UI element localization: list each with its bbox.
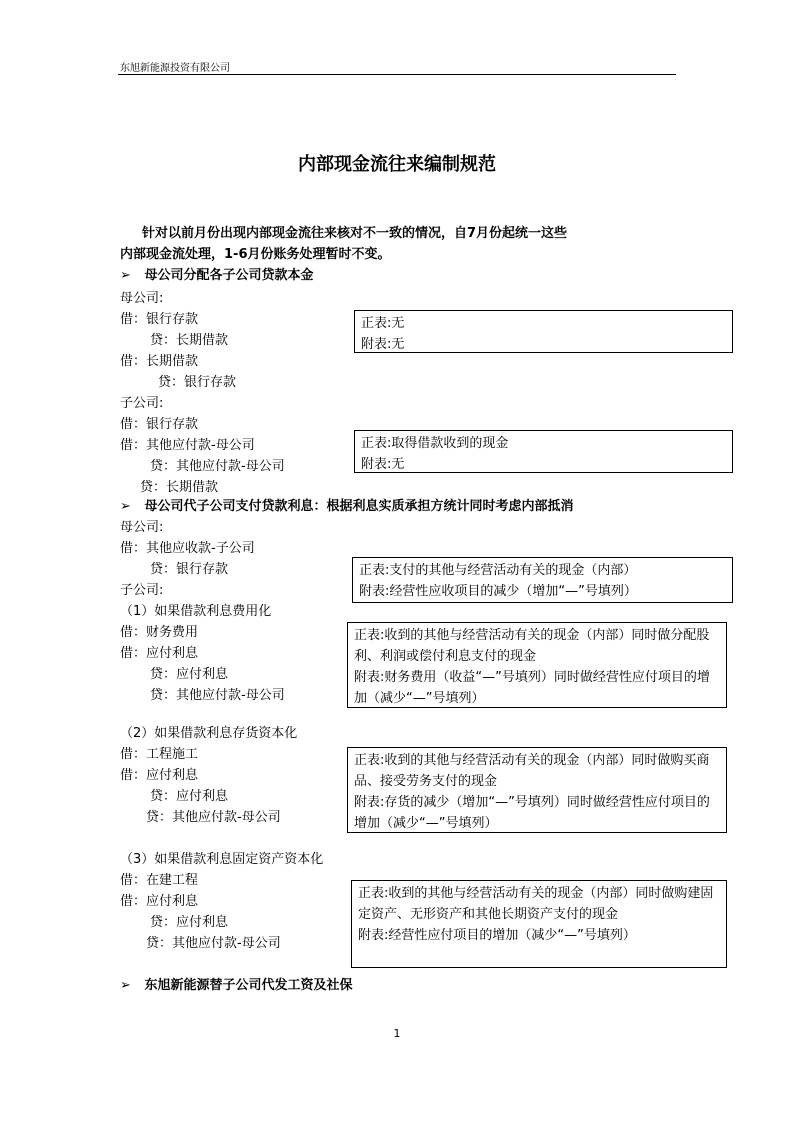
note-appendix: 附表:经营性应付项目的增加（减少“—”号填列） xyxy=(358,928,636,943)
entry-line: 借：银行存款 xyxy=(120,312,199,327)
bullet-icon: ➢ xyxy=(120,268,131,283)
entry-line: 贷：其他应付款-母公司 xyxy=(150,688,285,703)
entry-line: 借：应付利息 xyxy=(120,768,199,783)
note-appendix: 附表:存货的减少（增加“—”号填列）同时做经营性应付项目的增加（减少“—”号填列） xyxy=(354,795,710,831)
section-heading-text: 母公司代子公司支付贷款利息：根据利息实质承担方统计同时考虑内部抵消 xyxy=(144,499,574,514)
section-heading-text: 母公司分配各子公司贷款本金 xyxy=(144,268,314,283)
entry-line: 借：其他应付款-母公司 xyxy=(120,438,255,453)
intro-line-2: 内部现金流处理，1-6月份账务处理暂时不变。 xyxy=(120,247,391,262)
note-appendix: 附表:财务费用（收益“—”号填列）同时做经营性应付项目的增加（减少“—”号填列） xyxy=(354,670,710,706)
entry-line: 贷：其他应付款-母公司 xyxy=(146,810,281,825)
note-box-1 xyxy=(354,310,733,353)
note-box-6 xyxy=(351,880,727,968)
header-rule xyxy=(118,74,676,75)
note-main-table: 正表:收到的其他与经营活动有关的现金（内部）同时做购建固定资产、无形资产和其他长期资产支付的现金 xyxy=(358,886,714,922)
entry-line: 贷：应付利息 xyxy=(150,789,229,804)
entry-line: 母公司: xyxy=(120,520,164,535)
entry-line: 借：财务费用 xyxy=(120,625,199,640)
note-box-4 xyxy=(347,622,727,708)
entry-line: 借：银行存款 xyxy=(120,417,199,432)
entry-line: 贷：银行存款 xyxy=(150,562,229,577)
header-company: 东旭新能源投资有限公司 xyxy=(120,63,230,74)
section-1-heading xyxy=(120,264,314,283)
intro-line-1: 针对以前月份出现内部现金流往来核对不一致的情况，自7月份起统一这些 xyxy=(142,226,568,241)
bullet-icon: ➢ xyxy=(120,499,131,514)
note-main-table: 正表:支付的其他与经营活动有关的现金（内部） xyxy=(359,563,637,578)
section-3-heading xyxy=(120,974,353,993)
note-main-table: 正表:取得借款收到的现金 xyxy=(361,436,509,451)
page-title: 内部现金流往来编制规范 xyxy=(298,154,496,175)
entry-line: 借：在建工程 xyxy=(120,873,199,888)
note-box-5 xyxy=(347,747,727,833)
note-box-2 xyxy=(354,430,733,473)
note-main-table: 正表:收到的其他与经营活动有关的现金（内部）同时做分配股利、利润或偿付利息支付的现金 xyxy=(354,628,710,664)
entry-line: 借：其他应收款-子公司 xyxy=(120,541,255,556)
entry-line: 借：应付利息 xyxy=(120,646,199,661)
case-1-title: （1）如果借款利息费用化 xyxy=(120,604,272,619)
note-appendix: 附表:无 xyxy=(361,337,405,352)
section-heading-text: 东旭新能源替子公司代发工资及社保 xyxy=(144,978,353,993)
entry-line: 贷：其他应付款-母公司 xyxy=(150,459,285,474)
page-number: 1 xyxy=(393,1027,401,1040)
bullet-icon: ➢ xyxy=(120,978,131,993)
entry-line: 借：长期借款 xyxy=(120,354,199,369)
entry-line: 子公司: xyxy=(120,396,164,411)
entry-line: 贷：应付利息 xyxy=(150,667,229,682)
entry-line: 贷：银行存款 xyxy=(158,375,237,390)
entry-line: 贷：应付利息 xyxy=(150,915,229,930)
note-appendix: 附表:无 xyxy=(361,457,405,472)
note-box-3 xyxy=(352,557,733,603)
note-main-table: 正表:无 xyxy=(361,316,405,331)
case-3-title: （3）如果借款利息固定资产资本化 xyxy=(120,852,324,867)
note-appendix: 附表:经营性应收项目的减少（增加“—”号填列） xyxy=(359,584,637,599)
section-2-heading xyxy=(120,495,574,514)
entry-line: 贷：其他应付款-母公司 xyxy=(146,936,281,951)
entry-line: 贷：长期借款 xyxy=(150,333,229,348)
case-2-title: （2）如果借款利息存货资本化 xyxy=(120,726,298,741)
note-main-table: 正表:收到的其他与经营活动有关的现金（内部）同时做购买商品、接受劳务支付的现金 xyxy=(354,753,710,789)
entry-line: 借：应付利息 xyxy=(120,894,199,909)
entry-line: 子公司: xyxy=(120,583,164,598)
entry-line: 贷：长期借款 xyxy=(140,480,219,495)
entry-line: 母公司: xyxy=(120,291,164,306)
entry-line: 借：工程施工 xyxy=(120,747,199,762)
